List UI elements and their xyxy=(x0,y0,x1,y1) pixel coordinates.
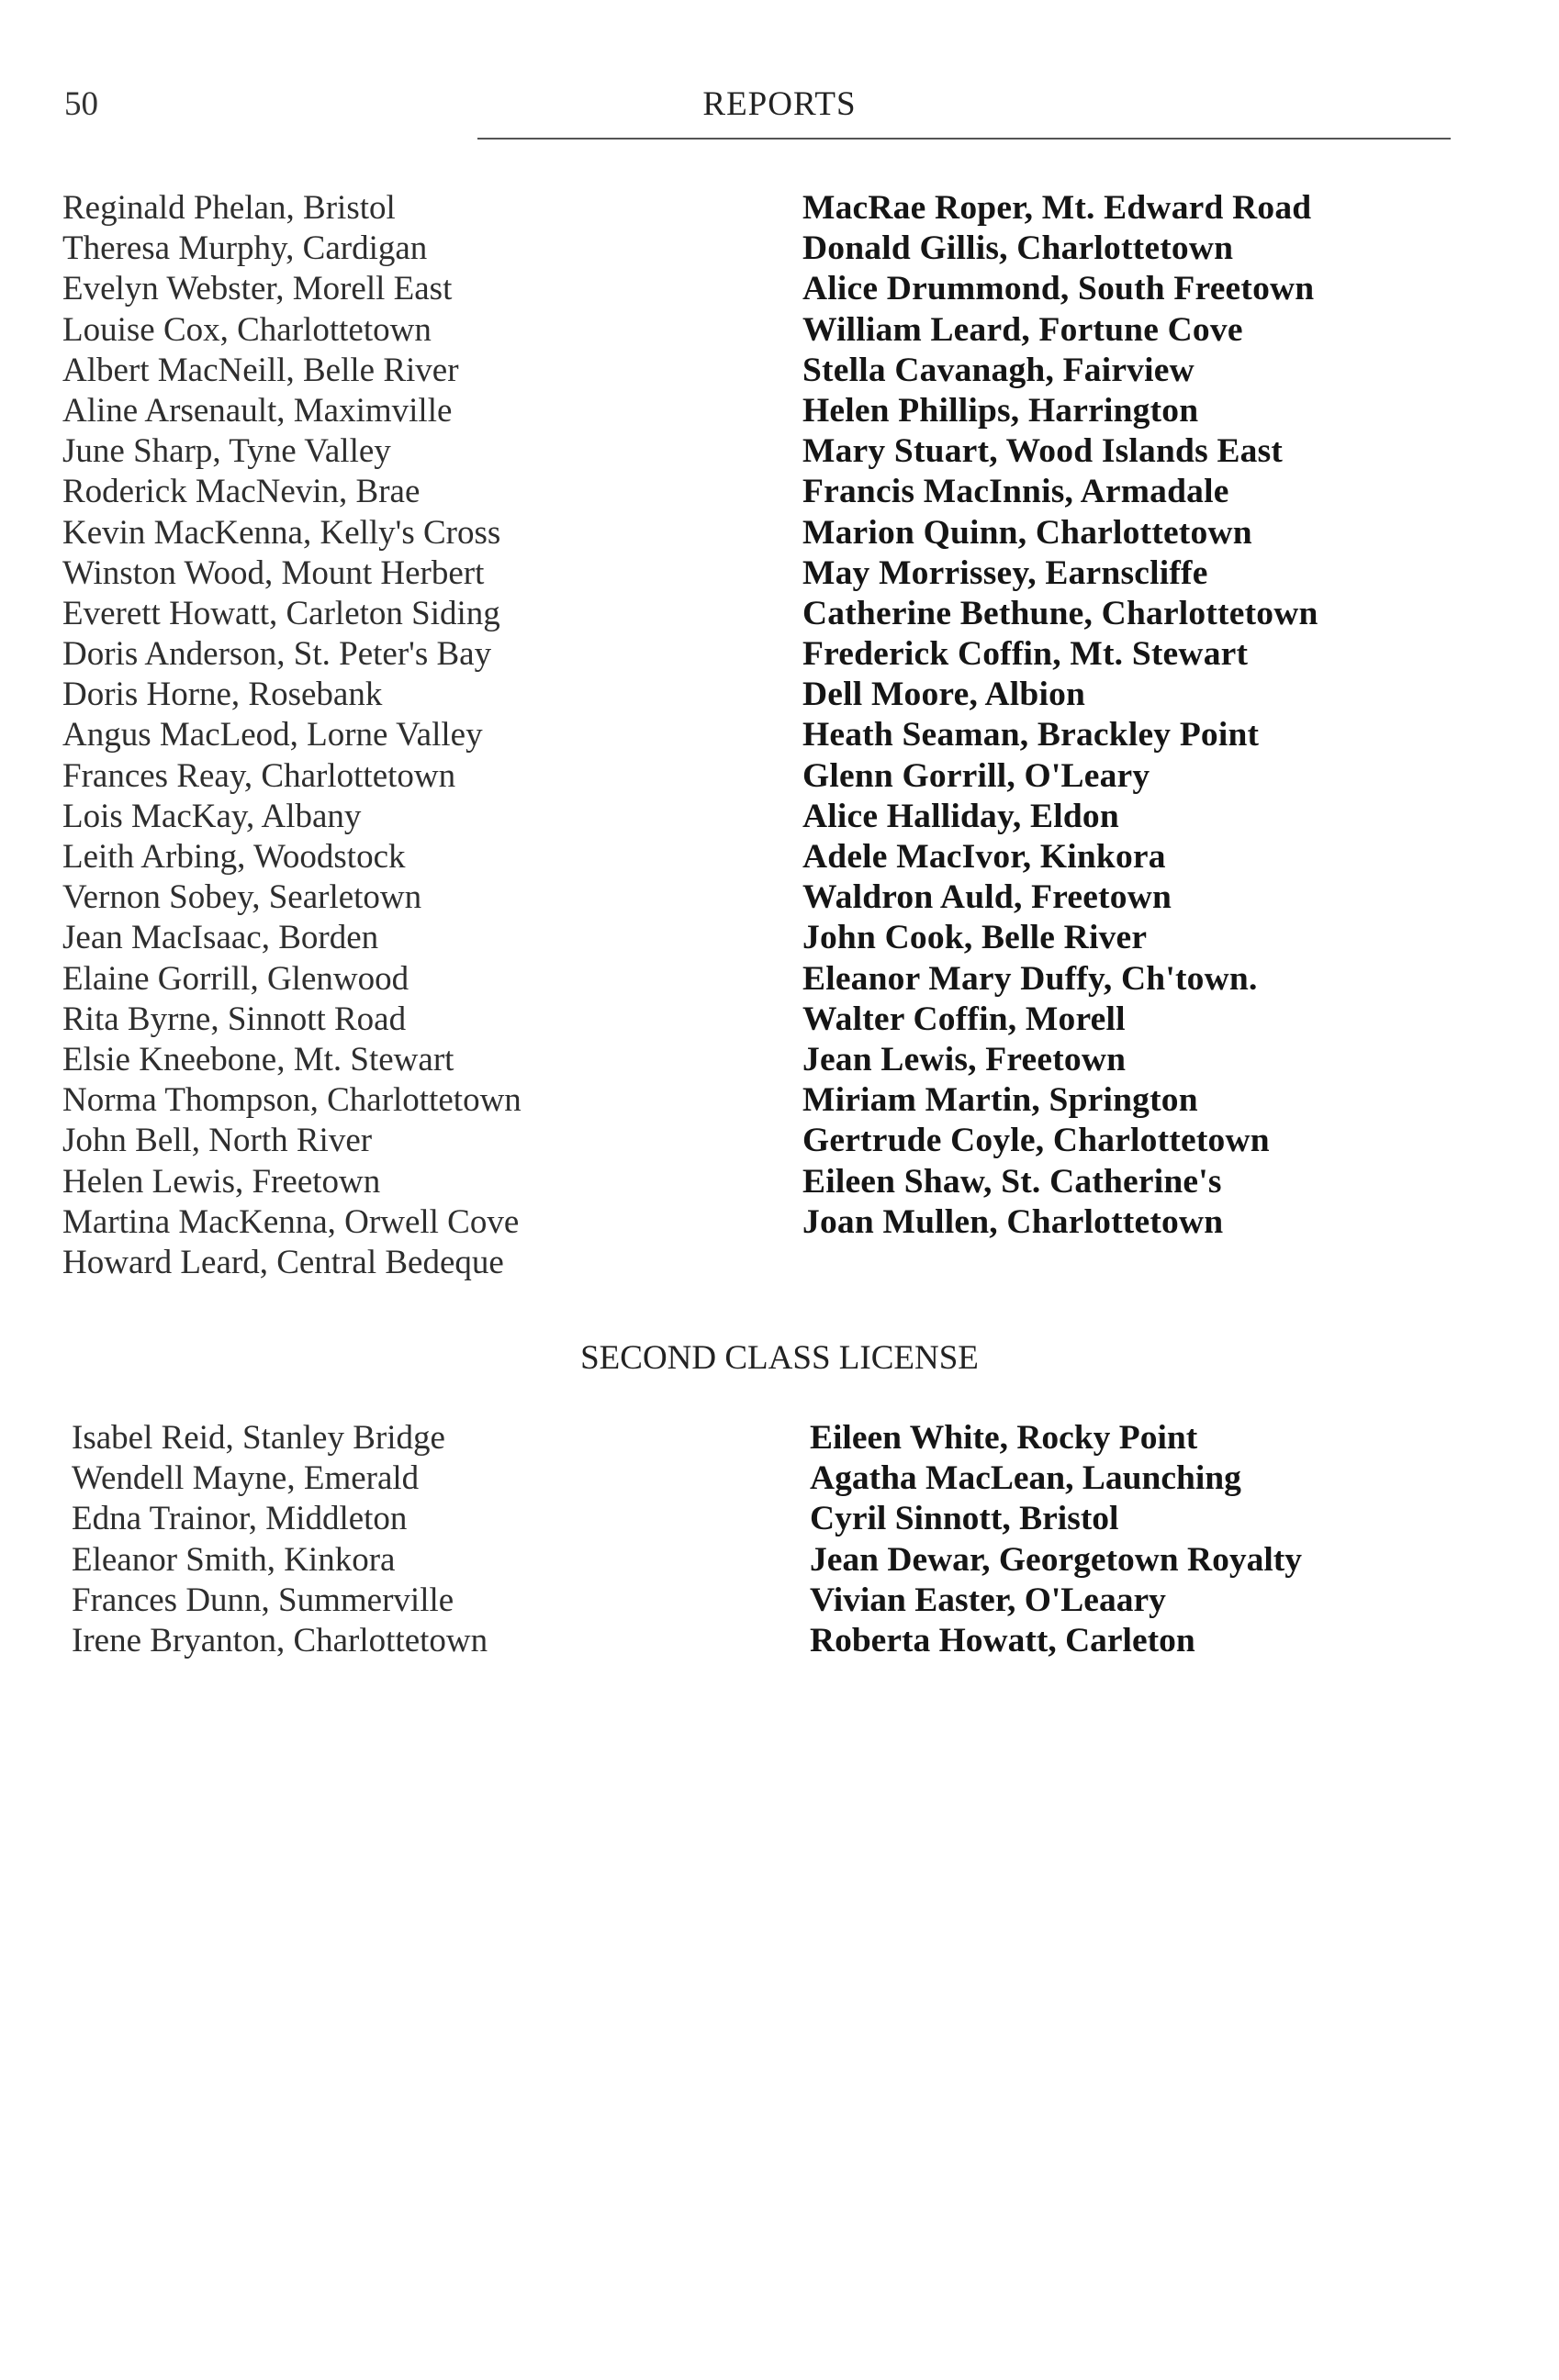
list-item: John Cook, Belle River xyxy=(802,919,1148,957)
list-item: May Morrissey, Earnscliffe xyxy=(802,553,1208,592)
list-item: Eileen White, Rocky Point xyxy=(810,1419,1198,1457)
list-item: Dell Moore, Albion xyxy=(802,676,1086,714)
list-item: Jean MacIsaac, Borden xyxy=(62,919,379,957)
list-item: Eleanor Mary Duffy, Ch'town. xyxy=(802,959,1258,998)
list-item: Kevin MacKenna, Kelly's Cross xyxy=(62,513,501,552)
list-item: Frederick Coffin, Mt. Stewart xyxy=(802,635,1249,674)
list-item: Frances Dunn, Summerville xyxy=(72,1581,454,1619)
list-item: Vernon Sobey, Searletown xyxy=(62,878,422,917)
list-item: Stella Cavanagh, Fairview xyxy=(802,351,1194,389)
list-item: Helen Lewis, Freetown xyxy=(62,1162,381,1201)
list-item: Francis MacInnis, Armadale xyxy=(802,473,1229,511)
list-item: Frances Reay, Charlottetown xyxy=(62,756,456,795)
list-item: Angus MacLeod, Lorne Valley xyxy=(62,716,483,754)
list-item: Elaine Gorrill, Glenwood xyxy=(62,959,409,998)
second-class-left-column xyxy=(72,1418,488,1661)
page-number: 50 xyxy=(64,85,98,123)
list-item: Wendell Mayne, Emerald xyxy=(72,1459,420,1498)
list-item: Agatha MacLean, Launching xyxy=(810,1459,1241,1498)
list-item: MacRae Roper, Mt. Edward Road xyxy=(802,189,1312,227)
list-item: Aline Arsenault, Maximville xyxy=(62,391,453,430)
running-head: REPORTS xyxy=(702,85,857,123)
list-item: Helen Phillips, Harrington xyxy=(802,391,1199,430)
list-item: Mary Stuart, Wood Islands East xyxy=(802,432,1284,471)
list-item: Doris Horne, Rosebank xyxy=(62,676,383,714)
list-item: Walter Coffin, Morell xyxy=(802,1000,1126,1038)
list-item: Reginald Phelan, Bristol xyxy=(62,189,396,227)
list-item: Rita Byrne, Sinnott Road xyxy=(62,1000,407,1038)
list-item: Norma Thompson, Charlottetown xyxy=(62,1081,522,1120)
list-item: Howard Leard, Central Bedeque xyxy=(62,1243,504,1281)
list-item: Waldron Auld, Freetown xyxy=(802,878,1172,917)
list-item: Joan Mullen, Charlottetown xyxy=(802,1202,1224,1241)
list-item: Elsie Kneebone, Mt. Stewart xyxy=(62,1040,454,1078)
list-item: William Leard, Fortune Cove xyxy=(802,310,1243,349)
list-item: Roberta Howatt, Carleton xyxy=(810,1621,1195,1659)
list-item: Eileen Shaw, St. Catherine's xyxy=(802,1162,1222,1201)
list-item: Adele MacIvor, Kinkora xyxy=(802,838,1166,876)
header-rule xyxy=(477,138,1451,140)
list-item: Marion Quinn, Charlottetown xyxy=(802,513,1252,552)
list-item: Leith Arbing, Woodstock xyxy=(62,838,406,876)
list-item: Miriam Martin, Springton xyxy=(802,1081,1198,1120)
list-item: Glenn Gorrill, O'Leary xyxy=(802,756,1150,795)
list-item: Evelyn Webster, Morell East xyxy=(62,270,453,308)
list-item: Everett Howatt, Carleton Siding xyxy=(62,594,500,632)
list-item: Roderick MacNevin, Brae xyxy=(62,473,421,511)
list-item: Donald Gillis, Charlottetown xyxy=(802,229,1234,268)
list-item: Vivian Easter, O'Leaary xyxy=(810,1581,1166,1619)
list-item: Eleanor Smith, Kinkora xyxy=(72,1540,396,1579)
list-item: Doris Anderson, St. Peter's Bay xyxy=(62,635,492,674)
list-item: Jean Dewar, Georgetown Royalty xyxy=(810,1540,1303,1579)
list-item: Alice Drummond, South Freetown xyxy=(802,270,1315,308)
list-item: Winston Wood, Mount Herbert xyxy=(62,553,485,592)
list-item: Irene Bryanton, Charlottetown xyxy=(72,1621,488,1659)
list-item: Albert MacNeill, Belle River xyxy=(62,351,459,389)
list-item: Gertrude Coyle, Charlottetown xyxy=(802,1122,1270,1160)
list-item: John Bell, North River xyxy=(62,1122,373,1160)
first-list-left-column xyxy=(62,188,522,1283)
list-item: Heath Seaman, Brackley Point xyxy=(802,716,1260,754)
first-list-right-column xyxy=(802,188,1318,1243)
list-item: Isabel Reid, Stanley Bridge xyxy=(72,1419,445,1457)
list-item: Theresa Murphy, Cardigan xyxy=(62,229,428,268)
list-item: Cyril Sinnott, Bristol xyxy=(810,1500,1119,1538)
list-item: Alice Halliday, Eldon xyxy=(802,797,1119,835)
list-item: Martina MacKenna, Orwell Cove xyxy=(62,1202,520,1241)
list-item: Lois MacKay, Albany xyxy=(62,797,362,835)
list-item: June Sharp, Tyne Valley xyxy=(62,432,391,471)
second-class-heading: SECOND CLASS LICENSE xyxy=(580,1339,979,1377)
list-item: Catherine Bethune, Charlottetown xyxy=(802,594,1318,632)
list-item: Jean Lewis, Freetown xyxy=(802,1040,1127,1078)
second-class-right-column xyxy=(810,1418,1302,1661)
list-item: Edna Trainor, Middleton xyxy=(72,1500,408,1538)
list-item: Louise Cox, Charlottetown xyxy=(62,310,432,349)
